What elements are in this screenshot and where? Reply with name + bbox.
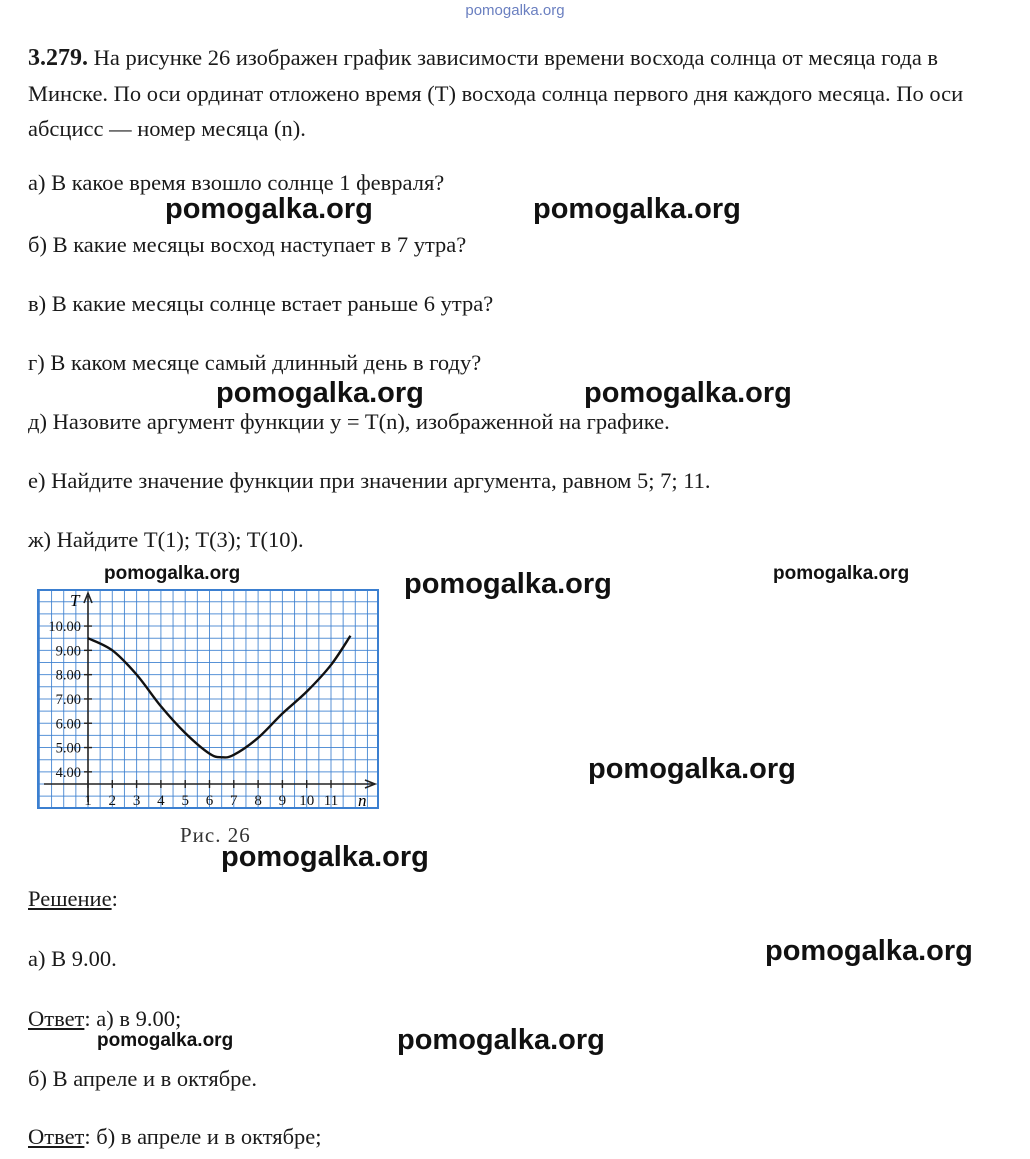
solution-title: Решение [28, 886, 112, 911]
watermark: pomogalka.org [97, 1030, 234, 1051]
watermark: pomogalka.org [216, 377, 424, 409]
watermark: pomogalka.org [104, 563, 241, 584]
answer-a-text: : а) в 9.00; [84, 1006, 182, 1031]
x-tick-label: 10 [299, 793, 315, 809]
x-tick-label: 5 [181, 793, 189, 809]
answer-b [28, 1124, 322, 1150]
watermark: pomogalka.org [165, 193, 373, 225]
question-e: д) Назовите аргумент функции y = T(n), изображенной на графике. [28, 409, 670, 434]
x-tick-label: 4 [157, 793, 165, 809]
question-a: а) В какое время взошло солнце 1 февраля? [28, 170, 445, 195]
watermark: pomogalka.org [221, 841, 429, 873]
x-axis-label: n [358, 791, 367, 810]
answer-a [28, 1006, 181, 1032]
watermark: pomogalka.org [584, 377, 792, 409]
watermark: pomogalka.org [533, 193, 741, 225]
watermark: pomogalka.org [588, 753, 796, 785]
x-tick-label: 6 [205, 793, 214, 809]
question-f: е) Найдите значение функции при значении аргумента, равном 5; 7; 11. [28, 468, 711, 493]
x-tick-label: 8 [254, 793, 262, 809]
solution-title-colon: : [111, 886, 118, 911]
problem-statement [28, 40, 1000, 146]
x-tick-label: 3 [132, 793, 141, 809]
y-tick-label: 6.00 [55, 716, 81, 733]
top-watermark: pomogalka.org [465, 2, 565, 19]
solution-a: а) В 9.00. [28, 946, 117, 971]
question-g: ж) Найдите T(1); T(3); T(10). [28, 527, 304, 552]
y-axis-label: T [70, 591, 80, 610]
x-tick-label: 9 [278, 793, 287, 809]
y-tick-label: 8.00 [55, 667, 81, 684]
y-tick-label: 4.00 [55, 764, 81, 781]
x-tick-label: 2 [108, 793, 117, 809]
y-tick-label: 5.00 [55, 740, 81, 757]
answer-label: Ответ [28, 1124, 85, 1149]
answer-b-text: : б) в апреле и в октябре; [84, 1124, 322, 1149]
x-tick-label: 11 [323, 793, 339, 809]
question-d: г) В каком месяце самый длинный день в году? [28, 350, 482, 375]
problem-text: На рисунке 26 изображен график зависимости времени восхода солнца от месяца года в Минске. По оси ординат отложено время (T) восхода солнца первого дня каждого месяца. По оси абсцисс — номер месяца (n). [28, 45, 964, 141]
watermark: pomogalka.org [765, 935, 973, 967]
figure-caption: Рис. 26 [180, 823, 251, 847]
answer-label: Ответ [28, 1006, 85, 1031]
solution-heading [28, 886, 118, 912]
y-tick-label: 9.00 [55, 643, 81, 660]
question-c: в) В какие месяцы солнце встает раньше 6 утра? [28, 291, 494, 316]
watermark: pomogalka.org [397, 1024, 605, 1056]
y-tick-label: 7.00 [55, 691, 81, 708]
watermark: pomogalka.org [404, 568, 612, 600]
sunrise-chart [30, 588, 390, 818]
x-tick-label: 1 [84, 793, 92, 809]
question-b: б) В какие месяцы восход наступает в 7 утра? [28, 232, 467, 257]
y-tick-label: 10.00 [48, 619, 81, 636]
solution-b: б) В апреле и в октябре. [28, 1066, 257, 1091]
problem-number: 3.279. [28, 45, 88, 71]
watermark: pomogalka.org [773, 563, 910, 584]
x-tick-label: 7 [230, 793, 238, 809]
